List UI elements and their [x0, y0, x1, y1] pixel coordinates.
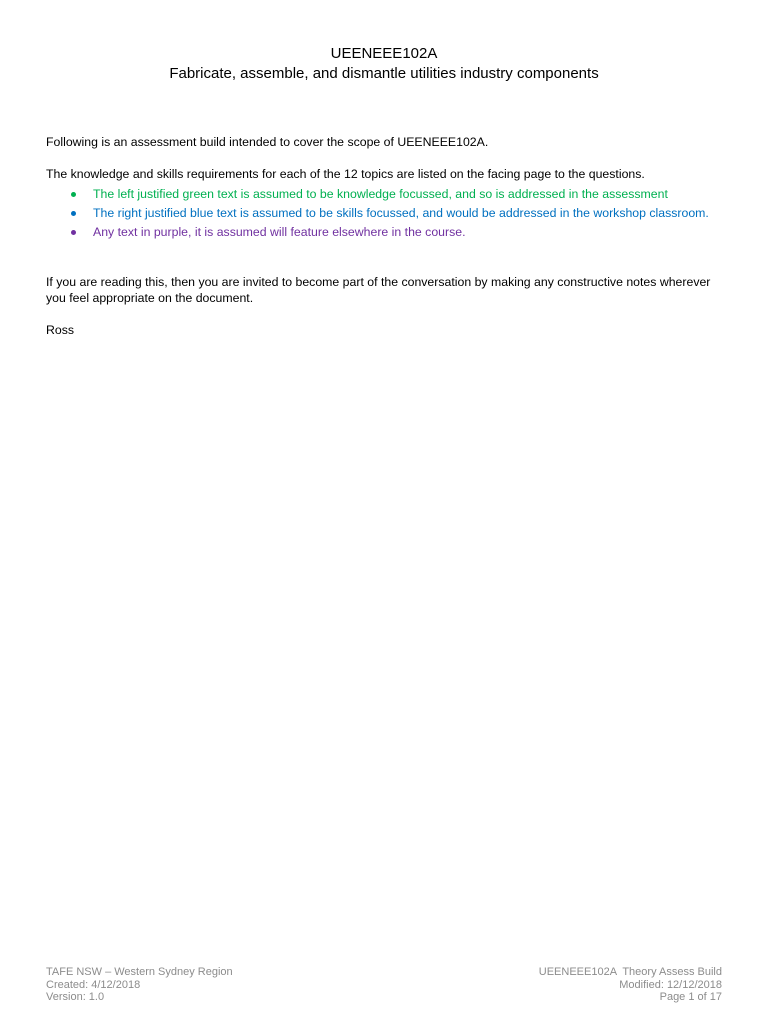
footer-page-number: Page 1 of 17 [659, 991, 722, 1003]
bullet-icon [71, 230, 76, 235]
bullet-text: The right justified blue text is assumed to be skills focussed, and would be addressed in the workshop classroom. [93, 206, 709, 220]
requirements-paragraph: The knowledge and skills requirements for each of the 12 topics are listed on the facing page to the questions. [46, 167, 645, 181]
list-item-green [46, 186, 726, 202]
footer-left [46, 966, 233, 1004]
document-title [0, 44, 768, 84]
bullet-icon [71, 192, 76, 197]
bullet-icon [71, 211, 76, 216]
footer-org: TAFE NSW – Western Sydney Region [46, 966, 233, 978]
list-item-purple [46, 224, 726, 240]
footer-doc-name: UEENEEE102A Theory Assess Build [538, 966, 722, 978]
signoff: Ross [46, 323, 75, 337]
title-code: UEENEEE102A [330, 45, 438, 62]
invitation-paragraph: If you are reading this, then you are invited to become part of the conversation by making any constructive notes wherever you feel appropriate on the document. [46, 275, 711, 305]
title-description: Fabricate, assemble, and dismantle utilities industry components [169, 65, 599, 82]
intro-paragraph: Following is an assessment build intended to cover the scope of UEENEEE102A. [46, 135, 489, 149]
footer-modified: Modified: 12/12/2018 [619, 978, 722, 991]
bullet-text: The left justified green text is assumed to be knowledge focussed, and so is addressed in the assessment [93, 187, 668, 201]
footer-created: Created: 4/12/2018 [46, 978, 141, 991]
list-item-blue [46, 205, 726, 221]
bullet-text: Any text in purple, it is assumed will feature elsewhere in the course. [93, 225, 466, 239]
legend-list [46, 186, 726, 243]
footer-right [539, 966, 722, 1004]
footer-version: Version: 1.0 [46, 991, 105, 1003]
